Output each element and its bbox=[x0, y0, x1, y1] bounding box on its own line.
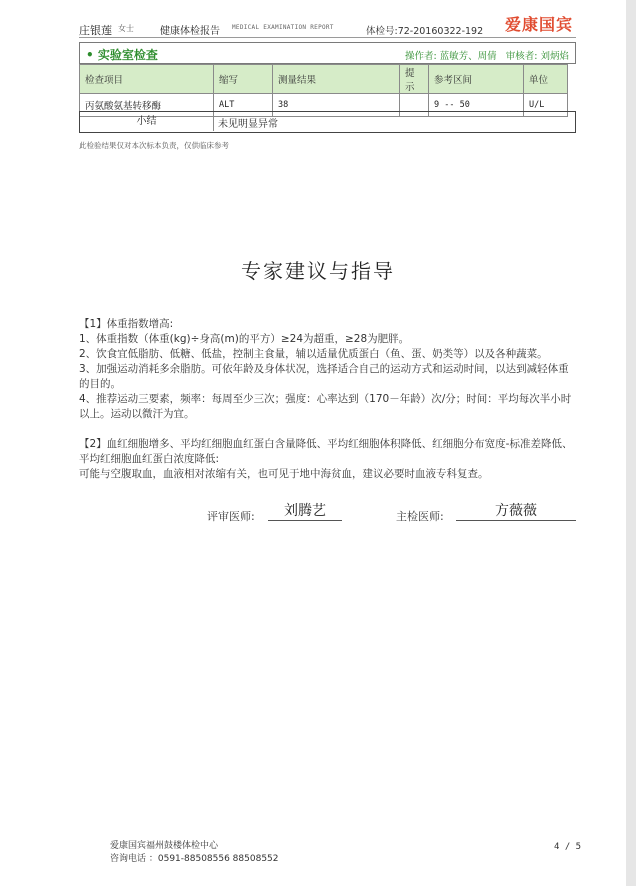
exam-number-label: 体检号: bbox=[366, 26, 398, 37]
summary-label: 小结 bbox=[80, 112, 214, 131]
chief-doctor-label: 主检医师: bbox=[396, 510, 444, 523]
disclaimer: 此检验结果仅对本次标本负责，仅供临床参考 bbox=[79, 141, 229, 150]
reviewer-name: 刘炳焰 bbox=[540, 51, 569, 62]
advice-paragraph: 2、饮食宜低脂肪、低糖、低盐，控制主食量，辅以适量优质蛋白（鱼、蛋、奶类等）以及各种蔬菜。 bbox=[79, 348, 548, 360]
footer-center-name: 爱康国宾福州鼓楼体检中心 bbox=[110, 841, 219, 851]
report-title: 健康体检报告 bbox=[160, 26, 220, 37]
advice-paragraph: 【2】血红细胞增多、平均红细胞血红蛋白含量降低、平均红细胞体积降低、红细胞分布宽度-标准差降低、平均红细胞血红蛋白浓度降低: bbox=[79, 438, 573, 465]
col-header-result: 测量结果 bbox=[273, 65, 400, 94]
advice-paragraph: 3、加强运动消耗多余脂肪。可依年龄及身体状况，选择适合自己的运动方式和运动时间，以达到减轻体重的目的。 bbox=[79, 363, 569, 390]
col-header-range: 参考区间 bbox=[429, 65, 524, 94]
summary-row bbox=[79, 111, 576, 133]
cell-item: 丙氨酸氨基转移酶 bbox=[80, 94, 214, 117]
page-number: 4 / 5 bbox=[554, 842, 582, 852]
footer-phone: 咨询电话 ：0591-88508556 88508552 bbox=[110, 854, 279, 864]
lab-section-bar bbox=[79, 42, 576, 64]
exam-number bbox=[366, 23, 483, 37]
advice-body bbox=[79, 317, 579, 482]
header-divider bbox=[79, 37, 576, 38]
operator-names: 蓝敏芳、周倩 bbox=[439, 51, 497, 62]
advice-paragraph: 【1】体重指数增高: bbox=[79, 318, 174, 330]
summary-value: 未见明显异常 bbox=[218, 119, 278, 130]
col-header-hint: 提示 bbox=[400, 65, 429, 94]
reviewer-label: 审核者: bbox=[505, 51, 538, 62]
cell-range: 9 -- 50 bbox=[429, 94, 524, 117]
reviewer-doctor-signature: 刘腾艺 bbox=[284, 503, 326, 519]
advice-title: 专家建议与指导 bbox=[241, 259, 395, 283]
cell-result: 38 bbox=[273, 94, 400, 117]
page-edge bbox=[626, 0, 636, 886]
col-header-abbr: 缩写 bbox=[214, 65, 273, 94]
cell-unit: U/L bbox=[524, 94, 568, 117]
operator-label: 操作者: bbox=[404, 51, 437, 62]
chief-doctor-signature: 方薇薇 bbox=[495, 503, 537, 519]
report-title-en: MEDICAL EXAMINATION REPORT bbox=[232, 24, 334, 31]
advice-paragraph: 1、体重指数（体重(kg)÷身高(m)的平方）≥24为超重，≥28为肥胖。 bbox=[79, 333, 410, 345]
advice-paragraph: 4、推荐运动三要素，频率：每周至少三次；强度：心率达到（170－年龄）次/分；时间：平均每次半小时以上。运动以微汗为宜。 bbox=[79, 393, 572, 420]
exam-number-value: 72-20160322-192 bbox=[397, 26, 484, 37]
reviewer-doctor-label: 评审医师: bbox=[207, 510, 255, 523]
reviewer-signature-line bbox=[268, 520, 342, 521]
col-header-unit: 单位 bbox=[524, 65, 568, 94]
table-header-row bbox=[80, 65, 568, 94]
brand-logo: 爱康国宾 bbox=[505, 15, 574, 34]
results-table bbox=[79, 64, 568, 117]
chief-signature-line bbox=[456, 520, 576, 521]
cell-abbr: ALT bbox=[214, 94, 273, 117]
advice-gap bbox=[79, 422, 579, 437]
section-title: • 实验室检查 bbox=[86, 48, 158, 62]
section-meta bbox=[405, 48, 569, 62]
patient-name: 庄银莲 bbox=[79, 24, 112, 37]
advice-paragraph: 可能与空腹取血，血液相对浓缩有关，也可见于地中海贫血，建议必要时血液专科复查。 bbox=[79, 468, 489, 480]
patient-gender: 女士 bbox=[118, 24, 134, 33]
col-header-item: 检查项目 bbox=[80, 65, 214, 94]
